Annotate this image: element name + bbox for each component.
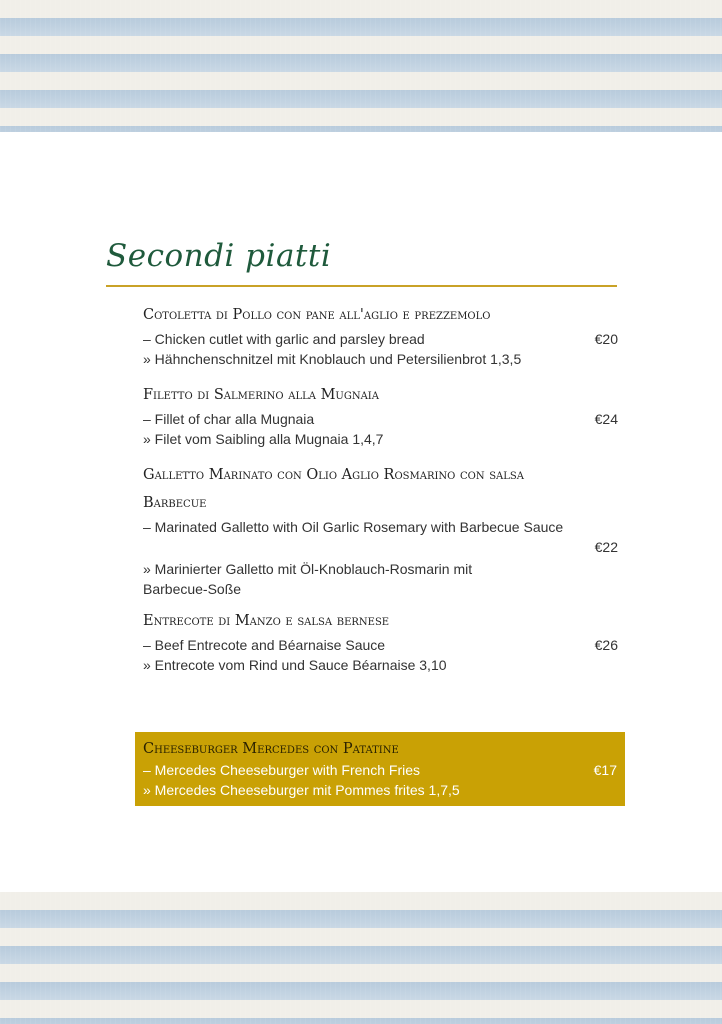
dish-name: Filetto di Salmerino alla Mugnaia [143, 387, 379, 403]
decorative-stripes-top [0, 0, 722, 132]
dish-english [143, 329, 618, 349]
dish-name: Cheeseburger Mercedes con Patatine [143, 741, 399, 757]
dish-price: €26 [594, 637, 618, 653]
dish-price: €24 [594, 411, 618, 427]
dish-german: » Entrecote vom Rind und Sauce Béarnaise 3,10 [143, 657, 447, 673]
dish-price: €17 [593, 762, 617, 778]
section-title: Secondi piatti [106, 238, 332, 274]
title-divider [106, 285, 617, 287]
dish-price-row [143, 537, 618, 557]
dish-german-line2: Barbecue-Soße [143, 581, 242, 597]
menu-item-entrecote [143, 607, 618, 675]
decorative-stripes-bottom [0, 892, 722, 1024]
dish-german-line1: » Marinierter Galletto mit Öl-Knoblauch-Rosmarin mit [143, 561, 473, 577]
dish-english [143, 760, 617, 780]
dish-english-text: – Mercedes Cheeseburger with French Fries [143, 762, 421, 778]
dish-german: » Filet vom Saibling alla Mugnaia 1,4,7 [143, 431, 384, 447]
dish-german: » Mercedes Cheeseburger mit Pommes frites 1,7,5 [143, 782, 460, 798]
dish-name: Entrecote di Manzo e salsa bernese [143, 613, 390, 629]
menu-item-cotoletta [143, 301, 618, 369]
dish-english: – Marinated Galletto with Oil Garlic Rosemary with Barbecue Sauce [143, 519, 564, 535]
highlight-box-cheeseburger [135, 732, 625, 806]
dish-name-line2: Barbecue [143, 495, 207, 511]
dish-english-text: – Fillet of char alla Mugnaia [143, 411, 315, 427]
dish-english-text: – Beef Entrecote and Béarnaise Sauce [143, 637, 386, 653]
menu-item-galletto [143, 461, 618, 599]
dish-english [143, 409, 618, 429]
dish-price: €22 [594, 539, 618, 555]
dish-german: » Hähnchenschnitzel mit Knoblauch und Petersilienbrot 1,3,5 [143, 351, 522, 367]
dish-price: €20 [594, 331, 618, 347]
dish-name-line1: Galletto Marinato con Olio Aglio Rosmarino con salsa [143, 467, 524, 483]
dish-english [143, 635, 618, 655]
dish-name: Cotoletta di Pollo con pane all'aglio e prezzemolo [143, 307, 491, 323]
menu-item-salmerino [143, 381, 618, 449]
dish-english-text: – Chicken cutlet with garlic and parsley bread [143, 331, 425, 347]
